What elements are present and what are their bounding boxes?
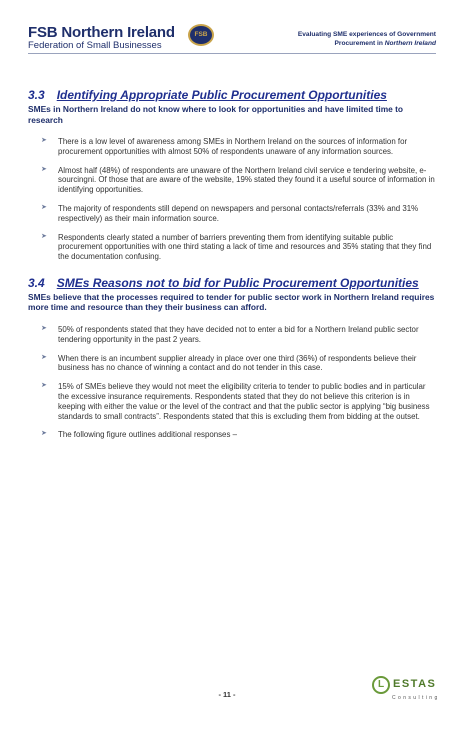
seal-text: FSB: [194, 31, 208, 38]
report-title: [298, 30, 436, 48]
section-intro: SMEs in Northern Ireland do not know where to look for opportunities and have limited time to research: [28, 104, 404, 125]
list-item: [28, 233, 438, 262]
arrow-bullet-icon: ➤: [41, 353, 47, 361]
main-content: [28, 88, 438, 449]
section-intro: SMEs believe that the processes required to tender for public sector work in Northern Ireland requires more time and resource than they their business can afford.: [28, 291, 435, 313]
bullet-text: The majority of respondents still depend on newspapers and personal contacts/referrals (33% and 31% respectively) as their main information source.: [58, 203, 419, 223]
bullet-text: 15% of SMEs believe they would not meet the eligibility criteria to tender to public bodies and in particular the excessive insurance requirements. Respondents stated that they do not believe this criterion is in keeping with either the value or the level of the contract and that the public sector is applying “big business standards to small contracts”. Respondents stated that this is excluding them from bidding at the outset.: [58, 382, 430, 421]
arrow-bullet-icon: ➤: [41, 232, 47, 240]
consultancy-logo: [372, 676, 452, 706]
list-item: [28, 382, 438, 421]
section-number: 3.4: [28, 275, 45, 290]
section-heading: [28, 88, 438, 102]
list-item: [28, 137, 438, 157]
list-item: [28, 204, 438, 224]
arrow-bullet-icon: ➤: [41, 430, 47, 438]
section-heading: [28, 276, 438, 290]
section-title: Identifying Appropriate Public Procurement Opportunities: [56, 88, 387, 102]
org-subtitle: Federation of Small Businesses: [28, 40, 162, 51]
list-item: [28, 325, 438, 345]
report-title-emphasis: Northern Ireland: [384, 40, 436, 47]
bullet-text: 50% of respondents stated that they have decided not to enter a bid for a Northern Ireland public sector tendering opportunity in the past 2 years.: [58, 324, 419, 344]
arrow-bullet-icon: ➤: [41, 324, 47, 332]
page-header: [0, 0, 454, 60]
logo-circle-icon: L: [372, 676, 390, 694]
bullet-text: Respondents clearly stated a number of barriers preventing them from identifying suitable public procurement opportunities with one third stating a lack of time and resources and 35% stating that they find the documentation confusing.: [58, 232, 432, 262]
list-item: [28, 354, 438, 374]
section-title: SMEs Reasons not to bid for Public Procurement Opportunities: [56, 275, 419, 290]
page-number: - 11 -: [218, 690, 236, 699]
consultancy-tagline: Consulting: [392, 695, 440, 701]
fsb-seal-icon: [188, 24, 214, 46]
bullet-list: [28, 325, 438, 440]
section-3-3: [28, 88, 438, 262]
consultancy-name: ESTAS: [393, 678, 437, 690]
header-divider: [28, 53, 436, 54]
arrow-bullet-icon: ➤: [41, 203, 47, 211]
list-item: [28, 430, 438, 440]
report-title-line1: Evaluating SME experiences of Government: [297, 31, 436, 38]
report-title-prefix: Procurement in: [334, 40, 385, 47]
section-3-4: [28, 276, 438, 440]
bullet-text: When there is an incumbent supplier already in place over one third (36%) of respondents believe their business has no chance of winning a contact and do not tender in this case.: [58, 353, 417, 373]
bullet-text: There is a low level of awareness among SMEs in Northern Ireland on the sources of information for procurement opportunities with almost 50% of respondents unaware of any information sources.: [58, 137, 408, 156]
bullet-text: Almost half (48%) of respondents are unaware of the Northern Ireland civil service e tendering website, e-sourcingni. Of those that are aware of the website, 19% stated they found it a useful source of information in identifying opportunities.: [58, 165, 435, 195]
org-name: FSB Northern Ireland: [28, 24, 175, 41]
arrow-bullet-icon: ➤: [41, 165, 47, 173]
bullet-text: The following figure outlines additional responses –: [58, 430, 237, 440]
bullet-list: [28, 137, 438, 262]
section-number: 3.3: [28, 88, 45, 102]
arrow-bullet-icon: ➤: [41, 137, 47, 144]
list-item: [28, 166, 438, 195]
arrow-bullet-icon: ➤: [41, 382, 47, 390]
report-title-line2: [298, 39, 436, 48]
